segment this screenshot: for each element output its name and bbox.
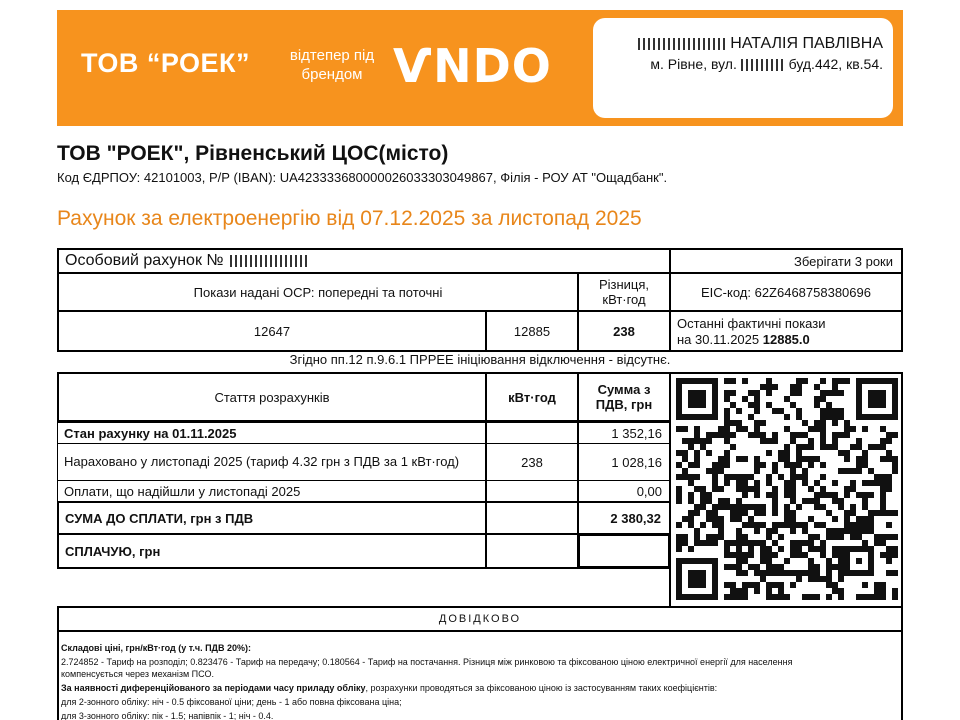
calc-row-kwh: [485, 422, 579, 444]
reference-title: ДОВІДКОВО: [57, 606, 903, 632]
calc-row-sum: 1 028,16: [577, 443, 671, 481]
company-name: ТОВ "РОЕК", Рівненський ЦОС(місто): [57, 142, 449, 165]
difference-header: Різниця, кВт·год: [577, 272, 671, 312]
reference-body: Складові ціні, грн/кВт·год (у т.ч. ПДВ 20%): 2.724852 - Тариф на розподіл; 0.823476 - Тариф на передачу; 0.180564 - Тариф на постачання. Різниця між ринковою та фіксованою ціною електричної енергії для населення компенсується через механізм ПСО. За наявності диференційованого за періодами часу приладу обліку, розрахунки проводяться за фіксованою ціною із застосуванням таких коефіцієнтів: для 2-зонного обліку: ніч - 0.5 фіксованої ціни; день - 1 або повна фіксована ціна; для 3-зонного обліку: пік - 1.5; напівпік - 1; ніч - 0.4.: [61, 643, 793, 720]
header-banner: [57, 10, 903, 126]
header-sum: Сумма з ПДВ, грн: [577, 372, 671, 422]
redacted-surname: [638, 38, 726, 50]
account-number-cell: Особовий рахунок №: [57, 248, 671, 274]
calc-row-kwh: [485, 480, 579, 502]
company-details: Код ЄДРПОУ: 42101003, Р/Р (IBAN): UA423333680000026033303049867, Філія - РОУ АТ "Ощадбанк".: [57, 170, 668, 185]
current-reading: 12885: [485, 310, 579, 352]
recipient-address: м. Рівне, вул. буд.442, кв.54.: [650, 56, 883, 72]
calc-row-sum: 0,00: [577, 480, 671, 502]
brand-new-logo: ѴNDO: [393, 39, 552, 93]
invoice-title: Рахунок за електроенергію від 07.12.2025 за листопад 2025: [57, 207, 642, 230]
calc-row-sum: 1 352,16: [577, 422, 671, 444]
payment-qr-code: [676, 378, 898, 600]
keep-note-cell: Зберігати 3 роки: [669, 248, 903, 274]
disconnect-note: Згідно пп.12 п.9.6.1 ПРРЕЕ ініціювання відключення - відсутнє.: [289, 352, 671, 367]
redacted-street: [741, 59, 785, 71]
header-item: Стаття розрахунків: [57, 372, 487, 422]
calc-row-kwh: 238: [485, 443, 579, 481]
readings-label: Покази надані ОСР: попередні та поточні: [57, 272, 579, 312]
redacted-account-number: [230, 255, 310, 267]
recipient-name: НАТАЛІЯ ПАВЛІВНА: [607, 34, 883, 54]
brand-old-logo: ТОВ “РОЕК”: [81, 48, 250, 78]
total-due-kwh: [485, 501, 579, 535]
brand-note: відтепер під брендом: [289, 47, 375, 83]
paying-amount-field[interactable]: [577, 533, 671, 569]
last-actual-readings: Останні фактичні покази на 30.11.2025 12885.0: [669, 310, 903, 352]
previous-reading: 12647: [57, 310, 487, 352]
total-due-amount: 2 380,32: [577, 501, 671, 535]
header-kwh: кВт·год: [485, 372, 579, 422]
paying-label: СПЛАЧУЮ, грн: [57, 533, 487, 569]
recipient-address-box: [593, 18, 893, 118]
calc-row-item: Стан рахунку на 01.11.2025: [57, 422, 487, 444]
total-due-label: СУМА ДО СПЛАТИ, грн з ПДВ: [57, 501, 487, 535]
paying-kwh: [485, 533, 579, 569]
difference-value: 238: [577, 310, 671, 352]
calc-row-item: Оплати, що надійшли у листопаді 2025: [57, 480, 487, 502]
eic-code: ЕІС-код: 62Z6468758380696: [669, 272, 903, 312]
calc-row-item: Нараховано у листопаді 2025 (тариф 4.32 грн з ПДВ за 1 кВт·год): [57, 443, 487, 481]
